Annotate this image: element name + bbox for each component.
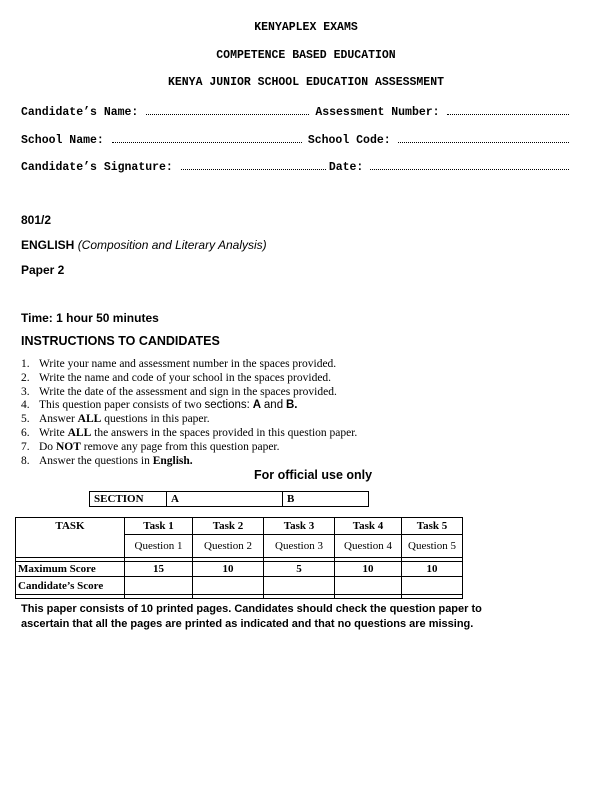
instruction-item: 1. Write your name and assessment number in the spaces provided.	[21, 358, 337, 370]
instructions-heading: INSTRUCTIONS TO CANDIDATES	[21, 334, 220, 348]
candidate-score-input[interactable]	[335, 577, 402, 595]
task-cell: Task 4	[335, 518, 402, 535]
exam-body-title: KENYAPLEX EXAMS	[254, 21, 358, 34]
assessment-number-field[interactable]	[447, 104, 569, 115]
signature-label: Candidate’s Signature:	[21, 161, 173, 174]
instruction-item: 7. Do NOT remove any page from this question paper.	[21, 440, 280, 453]
subject-subtitle: (Composition and Literary Analysis)	[77, 238, 267, 252]
official-use-label: For official use only	[254, 468, 373, 482]
curriculum-title: COMPETENCE BASED EDUCATION	[216, 49, 396, 62]
question-cell: Question 5	[402, 535, 463, 558]
instruction-item: 6. Write ALL the answers in the spaces provided in this question paper.	[21, 426, 358, 439]
assessment-number-label: Assessment Number:	[315, 106, 440, 119]
question-cell: Question 1	[125, 535, 193, 558]
candidate-score-input[interactable]	[264, 577, 335, 595]
name-row	[21, 104, 569, 119]
paper-number: Paper 2	[21, 263, 65, 277]
max-score-cell: 10	[402, 562, 463, 577]
candidate-score-input[interactable]	[402, 577, 463, 595]
task-cell: Task 5	[402, 518, 463, 535]
task-header: TASK	[16, 518, 125, 558]
school-name-label: School Name:	[21, 134, 104, 147]
paper-code: 801/2	[21, 213, 52, 227]
candidate-score-label: Candidate’s Score	[16, 577, 125, 595]
date-field[interactable]	[370, 159, 569, 170]
max-score-label: Maximum Score	[16, 562, 125, 577]
school-code-label: School Code:	[307, 134, 391, 147]
section-b: B	[283, 492, 369, 507]
score-table	[15, 517, 463, 599]
max-score-cell: 10	[335, 562, 402, 577]
assessment-title: KENYA JUNIOR SCHOOL EDUCATION ASSESSMENT	[167, 76, 445, 89]
page-count-note: This paper consists of 10 printed pages. Candidates should check the question paper to ascertain that all the pages are printed as indicated and that no questions are missing.	[21, 603, 482, 630]
instruction-item: 3. Write the date of the assessment and sign in the spaces provided.	[21, 385, 337, 398]
question-cell: Question 3	[264, 535, 335, 558]
section-label: SECTION	[90, 492, 167, 507]
signature-field[interactable]	[181, 159, 326, 170]
instructions-list	[21, 358, 357, 468]
school-row	[21, 132, 569, 147]
school-name-field[interactable]	[112, 132, 302, 143]
subject-line	[21, 238, 267, 252]
signature-row	[21, 159, 569, 174]
question-cell: Question 2	[193, 535, 264, 558]
instruction-item: 8. Answer the questions in English.	[21, 454, 193, 467]
max-score-cell: 10	[193, 562, 264, 577]
section-a: A	[167, 492, 283, 507]
max-score-cell: 15	[125, 562, 193, 577]
question-cell: Question 4	[335, 535, 402, 558]
instruction-item: 5. Answer ALL questions in this paper.	[21, 413, 210, 426]
school-code-field[interactable]	[398, 132, 569, 143]
max-score-cell: 5	[264, 562, 335, 577]
candidate-score-input[interactable]	[125, 577, 193, 595]
time-allowed: Time: 1 hour 50 minutes	[21, 311, 159, 325]
task-cell: Task 2	[193, 518, 264, 535]
section-table	[89, 491, 369, 507]
instruction-item: 2. Write the name and code of your school in the spaces provided.	[21, 371, 332, 384]
instruction-item: 4. This question paper consists of two sections: A and B.	[21, 399, 298, 412]
candidate-name-field[interactable]	[146, 104, 309, 115]
candidate-name-label: Candidate’s Name:	[21, 106, 139, 119]
task-cell: Task 1	[125, 518, 193, 535]
candidate-score-input[interactable]	[193, 577, 264, 595]
date-label: Date:	[328, 161, 364, 174]
task-cell: Task 3	[264, 518, 335, 535]
subject-name: ENGLISH	[21, 238, 75, 252]
